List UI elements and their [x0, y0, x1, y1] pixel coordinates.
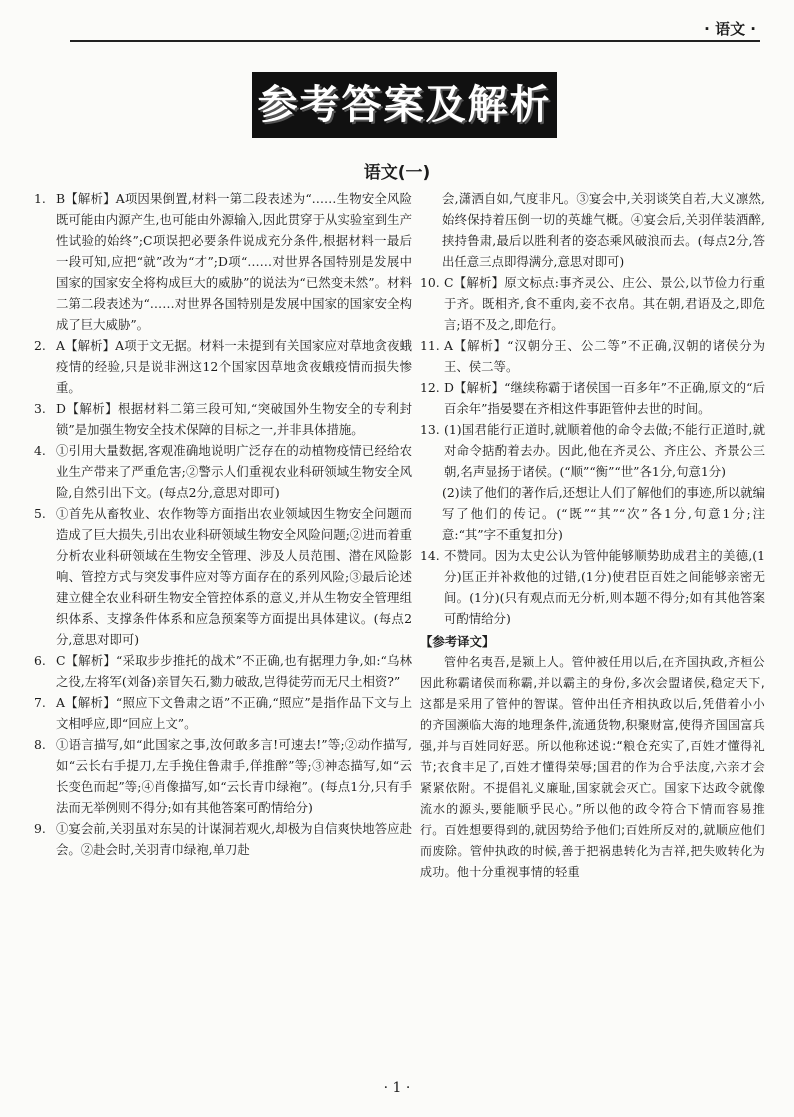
answer-text: A【解析】A项于文无据。材料一未提到有关国家应对草地贪夜蛾疫情的经验,只是说非洲这12个国家因草地贪夜蛾疫情而损失惨重。 — [56, 338, 412, 395]
answer-item — [34, 440, 412, 503]
answer-number: 10. — [420, 275, 440, 290]
answer-item — [34, 503, 412, 650]
answer-number: 3. — [34, 401, 46, 416]
reference-text: 管仲名夷吾,是颍上人。管仲被任用以后,在齐国执政,齐桓公因此称霸诸侯而称霸,并以霸主的身份,多次会盟诸侯,稳定天下,这都是采用了管仲的智谋。管仲出任齐相执政以后,凭借着小小的齐国濒临大海的地理条件,流通货物,积聚财富,使得齐国国富兵强,并与百姓同好恶。所以他称述说:“粮仓充实了,百姓才懂得礼节;衣食丰足了,百姓才懂得荣辱;国君的作为合乎法度,六亲才会紧紧依附。不提倡礼义廉耻,国家就会灭亡。国家下达政令就像流水的源头,要能顺乎民心。”所以他的政令符合下情而容易推行。百姓想要得到的,就因势给予他们;百姓所反对的,就顺应他们而废除。管仲执政的时候,善于把祸患转化为吉祥,把失败转化为成功。他十分重视事情的轻重 — [420, 655, 765, 879]
right-column — [420, 188, 765, 883]
answer-number: 6. — [34, 653, 46, 668]
answer-item — [34, 335, 412, 398]
answer-number: 11. — [420, 338, 440, 353]
page-number: · 1 · — [383, 1080, 411, 1096]
header-subject: · 语文 · — [704, 20, 756, 38]
answer-number: 1. — [34, 191, 46, 206]
answer-text: A【解析】“汉朝分王、公二等”不正确,汉朝的诸侯分为王、侯二等。 — [444, 338, 765, 374]
section-title: 语文(一) — [363, 163, 431, 183]
answer-number: 8. — [34, 737, 46, 752]
answer-text: A【解析】“照应下文鲁肃之语”不正确,“照应”是指作品下文与上文相呼应,即“回应上文”。 — [56, 695, 412, 731]
answer-item — [420, 545, 765, 629]
answer-text: ①首先从畜牧业、农作物等方面指出农业领域因生物安全问题而造成了巨大损失,引出农业科研领域生物安全风险问题;②进而着重分析农业科研领域在生物安全管理、涉及人员范围、潜在风险影响、管控方式与突发事件应对等方面存在的系列风险;③最后论述建立健全农业科研生物安全管控体系的意义,并从生物安全管理组织体系、支撑条件体系和应急预案等方面提出具体建议。(每点2分,意思对即可) — [56, 506, 412, 647]
answer-number: 12. — [420, 380, 440, 395]
answer-item — [420, 335, 765, 377]
answer-number: 9. — [34, 821, 46, 836]
answer-item — [420, 482, 765, 545]
answer-number: 7. — [34, 695, 46, 710]
answer-text: ①语言描写,如“此国家之事,汝何敢多言!可速去!”等;②动作描写,如“云长右手提刀,左手挽住鲁肃手,佯推醉”等;③神态描写,如“云长变色而起”等;④肖像描写,如“云长青巾绿袍”。(每点1分,只有手法而无举例则不得分;如有其他答案可酌情给分) — [56, 737, 412, 815]
answer-text: (1)国君能行正道时,就顺着他的命令去做;不能行正道时,就对命令掂酌着去办。因此,他在齐灵公、齐庄公、齐景公三朝,名声显扬于诸侯。(“顺”“衡”“世”各1分,句意1分) — [444, 422, 765, 479]
reference-title: 【参考译文】 — [420, 634, 495, 649]
answer-item — [420, 377, 765, 419]
answer-item — [34, 818, 412, 860]
answer-item — [34, 692, 412, 734]
answer-item — [420, 419, 765, 482]
answer-item — [34, 188, 412, 335]
answer-number: 13. — [420, 422, 440, 437]
left-column — [34, 188, 412, 860]
answer-text: (2)读了他们的著作后,还想让人们了解他们的事迹,所以就编写了他们的传记。(“既”“其”“次”各1分,句意1分;注意:“其”字不重复扣分) — [442, 485, 765, 542]
answer-text: C【解析】原文标点:事齐灵公、庄公、景公,以节俭力行重于齐。既相齐,食不重肉,妾不衣帛。其在朝,君语及之,即危言;语不及之,即危行。 — [444, 275, 765, 332]
answer-item — [420, 272, 765, 335]
answer-item — [34, 734, 412, 818]
answer-number: 5. — [34, 506, 46, 521]
answer-text: 不赞同。因为太史公认为管仲能够顺势助成君主的美德,(1分)匡正并补救他的过错,(1分)使君臣百姓之间能够亲密无间。(1分)(只有观点而无分析,则本题不得分;如有其他答案可酌情给分) — [444, 548, 765, 626]
answer-text: 会,潇洒自如,气度非凡。③宴会中,关羽谈笑自若,大义凛然,始终保持着压倒一切的英雄气概。④宴会后,关羽佯装酒醉,挟持鲁肃,最后以胜利者的姿态乘风破浪而去。(每点2分,答出任意三点即得满分,意思对即可) — [442, 191, 765, 269]
answer-number: 2. — [34, 338, 46, 353]
answer-text: B【解析】A项因果倒置,材料一第二段表述为“……生物安全风险既可能由内源产生,也可能由外源输入,因此贯穿于从实验室到生产性试验的始终”;C项误把必要条件说成充分条件,根据材料一最后一段可知,应把“就”改为“才”;D项“……对世界各国特别是发展中国家的国家安全将构成巨大的威胁”的说法为“已然变未然”。材料二第二段表述为“……对世界各国特别是发展中国家的国家安全构成了巨大威胁”。 — [56, 191, 412, 332]
banner-title: 参考答案及解析 — [252, 72, 557, 138]
header-rule — [70, 40, 760, 42]
answer-text: ①引用大量数据,客观准确地说明广泛存在的动植物疫情已经给农业生产带来了严重危害;②警示人们重视农业科研领域生物安全风险,自然引出下文。(每点2分,意思对即可) — [56, 443, 412, 500]
answer-number: 14. — [420, 548, 440, 563]
answer-text: D【解析】“继续称霸于诸侯国一百多年”不正确,原文的“后百余年”指晏婴在齐相这件事距管仲去世的时间。 — [444, 380, 765, 416]
answer-number: 4. — [34, 443, 46, 458]
right-answers — [420, 188, 765, 629]
answer-text: ①宴会前,关羽虽对东吴的计谋洞若观火,却极为自信爽快地答应赴会。②赴会时,关羽青巾绿袍,单刀赴 — [56, 821, 412, 857]
answer-item — [34, 650, 412, 692]
answer-text: C【解析】“采取步步推托的战术”不正确,也有据理力争,如:“乌林之役,左将军(刘备)亲冒矢石,勠力破敌,岂得徒劳而无尺土相资?” — [56, 653, 412, 689]
answer-item — [420, 188, 765, 272]
answer-item — [34, 398, 412, 440]
answer-text: D【解析】根据材料二第三段可知,“突破国外生物安全的专利封锁”是加强生物安全技术保障的目标之一,并非具体措施。 — [56, 401, 412, 437]
